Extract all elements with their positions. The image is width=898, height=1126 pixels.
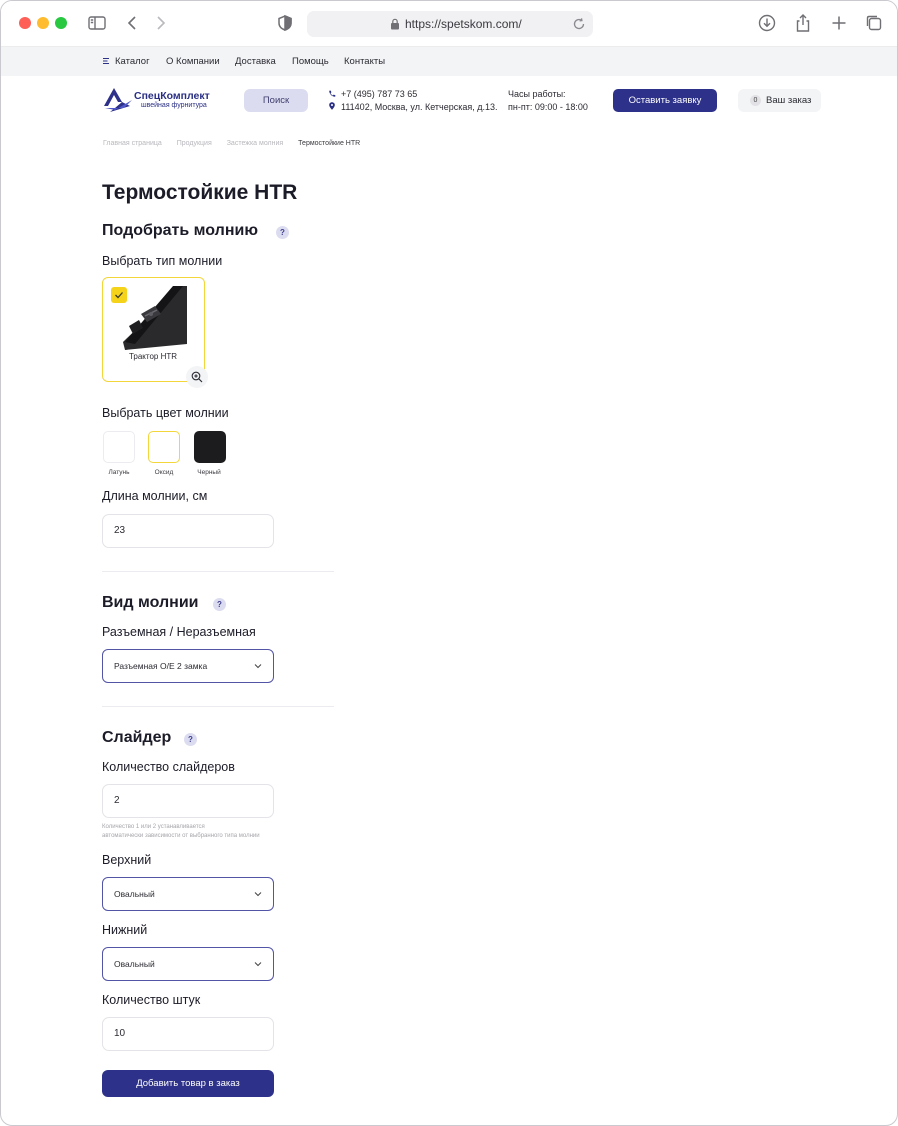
page-title: Термостойкие HTR	[102, 181, 298, 204]
hours-value: пн-пт: 09:00 - 18:00	[508, 102, 588, 112]
cart-label: Ваш заказ	[766, 95, 812, 106]
hint-line: автоматически зависимости от выбранного типа молнии	[102, 833, 260, 839]
nav-about[interactable]: О Компании	[166, 56, 220, 67]
help-icon[interactable]: ?	[276, 226, 289, 239]
breadcrumb	[103, 140, 373, 147]
share-icon[interactable]	[793, 13, 813, 33]
chevron-down-icon	[254, 960, 262, 968]
breadcrumb-home[interactable]: Главная страница	[103, 140, 162, 147]
phone-icon	[328, 90, 336, 98]
hint-line: Количество 1 или 2 устанавливается	[102, 824, 205, 830]
back-arrow-icon[interactable]	[122, 13, 142, 33]
section-title-slider: Слайдер	[102, 729, 172, 746]
address: 111402, Москва, ул. Кетчерская, д.13.	[341, 102, 498, 112]
cart-count-badge: 0	[750, 95, 761, 106]
color-swatch-black[interactable]	[194, 431, 226, 463]
section-title-kind: Вид молнии	[102, 594, 199, 611]
lock-icon	[389, 18, 401, 30]
help-icon[interactable]: ?	[213, 598, 226, 611]
zipper-product-image	[121, 286, 187, 350]
chevron-down-icon	[254, 662, 262, 670]
breadcrumb-zippers[interactable]: Застежка молния	[226, 140, 284, 147]
slider-count-input[interactable]: 2	[102, 784, 274, 818]
browser-toolbar	[1, 1, 898, 47]
top-slider-select[interactable]	[102, 877, 274, 911]
section-title-pick: Подобрать молнию	[102, 222, 258, 239]
color-name-black: Черный	[197, 469, 221, 476]
top-slider-select-value: Овальный	[114, 889, 155, 899]
privacy-shield-icon[interactable]	[275, 13, 295, 33]
section-divider	[102, 571, 334, 572]
minimize-window-button[interactable]	[37, 17, 49, 29]
search-button[interactable]: Поиск	[244, 89, 308, 112]
quantity-input[interactable]: 10	[102, 1017, 274, 1051]
zoom-in-icon[interactable]	[186, 366, 208, 388]
color-name-brass: Латунь	[108, 469, 130, 476]
nav-delivery[interactable]: Доставка	[235, 56, 276, 67]
color-swatch-oxide[interactable]	[148, 431, 180, 463]
slider-count-label: Количество слайдеров	[102, 760, 235, 774]
cart-button[interactable]	[738, 89, 821, 112]
color-swatch-brass[interactable]	[103, 431, 135, 463]
nav-help[interactable]: Помощь	[292, 56, 329, 67]
address-bar[interactable]	[307, 11, 593, 37]
location-pin-icon	[328, 102, 336, 110]
sidebar-toggle-icon[interactable]	[87, 13, 107, 33]
nav-contacts[interactable]: Контакты	[344, 56, 386, 67]
section-divider	[102, 706, 334, 707]
selected-check-icon	[111, 287, 127, 303]
length-label: Длина молнии, см	[102, 489, 208, 503]
separable-select-value: Разъемная O/E 2 замка	[114, 661, 208, 671]
zipper-type-name: Трактор HTR	[128, 352, 178, 361]
separable-select[interactable]	[102, 649, 274, 683]
forward-arrow-icon[interactable]	[151, 13, 171, 33]
download-icon[interactable]	[757, 13, 777, 33]
hours-title: Часы работы:	[508, 89, 566, 99]
close-window-button[interactable]	[19, 17, 31, 29]
bottom-slider-select[interactable]	[102, 947, 274, 981]
quantity-label: Количество штук	[102, 993, 201, 1007]
site-top-nav	[1, 47, 898, 76]
breadcrumb-current: Термостойкие HTR	[298, 140, 361, 147]
zipper-color-label: Выбрать цвет молнии	[102, 406, 229, 420]
chevron-down-icon	[254, 890, 262, 898]
slider-count-hint	[102, 823, 322, 841]
breadcrumb-products[interactable]: Продукция	[176, 140, 212, 147]
phone-number[interactable]: +7 (495) 787 73 65	[341, 89, 418, 99]
catalog-menu-icon	[103, 57, 111, 65]
separable-label: Разъемная / Неразъемная	[102, 625, 256, 639]
logo-subtitle: швейная фурнитура	[141, 102, 207, 109]
zoom-window-button[interactable]	[55, 17, 67, 29]
bottom-slider-select-value: Овальный	[114, 959, 155, 969]
nav-catalog[interactable]: Каталог	[115, 56, 150, 67]
url-text: https://spetskom.com/	[405, 17, 522, 31]
zipper-type-card[interactable]	[102, 277, 205, 382]
color-name-oxide: Оксид	[154, 469, 174, 476]
leave-request-button[interactable]: Оставить заявку	[613, 89, 717, 112]
bottom-slider-label: Нижний	[102, 923, 148, 937]
logo-name: СпецКомплект	[134, 90, 210, 102]
zipper-type-label: Выбрать тип молнии	[102, 254, 223, 268]
tab-overview-icon[interactable]	[864, 13, 884, 33]
help-icon[interactable]: ?	[184, 733, 197, 746]
new-tab-icon[interactable]	[829, 13, 849, 33]
length-input[interactable]: 23	[102, 514, 274, 548]
reload-icon[interactable]	[571, 16, 587, 32]
top-slider-label: Верхний	[102, 853, 152, 867]
add-to-order-button[interactable]: Добавить товар в заказ	[102, 1070, 274, 1097]
